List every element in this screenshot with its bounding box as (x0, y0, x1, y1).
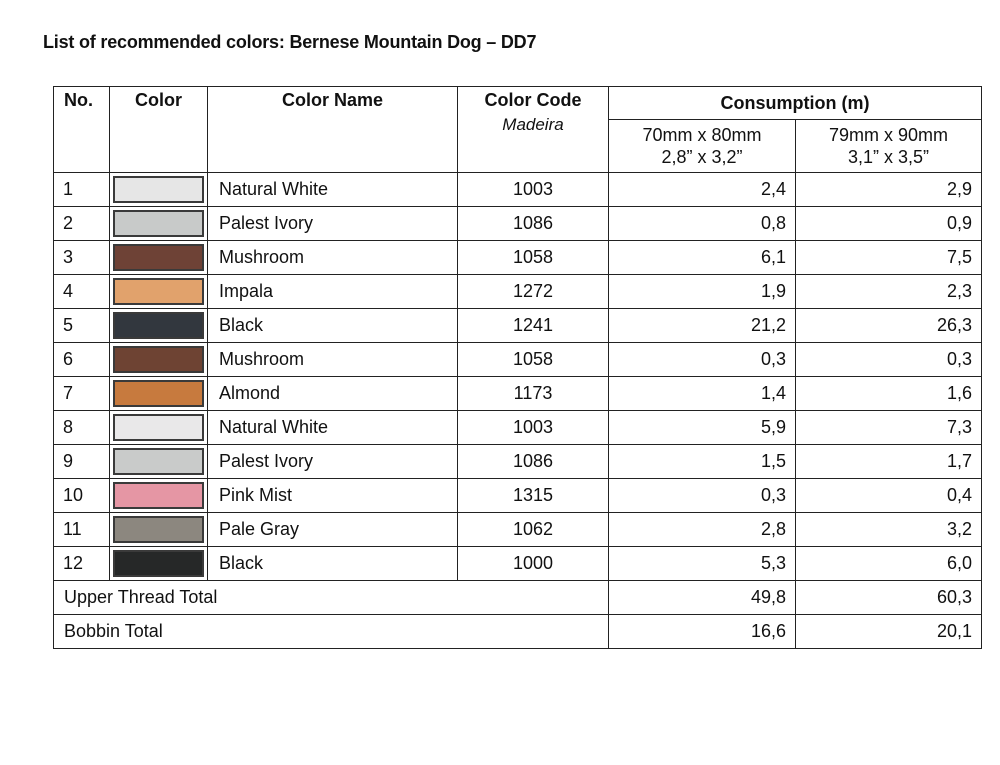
row-number: 5 (54, 309, 110, 343)
table-row (54, 513, 982, 547)
color-swatch (113, 550, 204, 577)
table-row (54, 411, 982, 445)
table-row (54, 377, 982, 411)
color-code: 1173 (458, 377, 609, 411)
color-swatch (113, 210, 204, 237)
consumption-small: 2,4 (609, 173, 796, 207)
color-swatch-cell (110, 479, 208, 513)
total-large: 60,3 (796, 581, 982, 615)
consumption-large: 7,5 (796, 241, 982, 275)
total-large: 20,1 (796, 615, 982, 649)
color-swatch-cell (110, 411, 208, 445)
consumption-small: 6,1 (609, 241, 796, 275)
color-code: 1086 (458, 445, 609, 479)
color-code: 1000 (458, 547, 609, 581)
color-swatch-cell (110, 547, 208, 581)
header-consumption: Consumption (m) (609, 87, 982, 120)
color-code: 1315 (458, 479, 609, 513)
total-row (54, 615, 982, 649)
consumption-small: 1,4 (609, 377, 796, 411)
consumption-small: 0,8 (609, 207, 796, 241)
row-number: 9 (54, 445, 110, 479)
consumption-large: 0,9 (796, 207, 982, 241)
color-code: 1272 (458, 275, 609, 309)
color-swatch (113, 312, 204, 339)
consumption-small: 5,9 (609, 411, 796, 445)
row-number: 11 (54, 513, 110, 547)
color-code: 1003 (458, 173, 609, 207)
header-size-large (796, 120, 982, 173)
document-title: List of recommended colors: Bernese Mountain Dog – DD7 (43, 32, 537, 52)
table-row (54, 309, 982, 343)
color-swatch (113, 380, 204, 407)
consumption-large: 2,9 (796, 173, 982, 207)
color-name: Natural White (208, 173, 458, 207)
color-swatch-cell (110, 173, 208, 207)
color-name: Pale Gray (208, 513, 458, 547)
color-swatch-cell (110, 275, 208, 309)
total-small: 49,8 (609, 581, 796, 615)
consumption-small: 1,5 (609, 445, 796, 479)
color-name: Black (208, 547, 458, 581)
total-label: Upper Thread Total (54, 581, 609, 615)
color-name: Almond (208, 377, 458, 411)
header-color-code-label: Color Code (484, 90, 582, 110)
color-swatch (113, 516, 204, 543)
consumption-small: 2,8 (609, 513, 796, 547)
table-row (54, 275, 982, 309)
consumption-large: 6,0 (796, 547, 982, 581)
color-name: Palest Ivory (208, 445, 458, 479)
color-swatch-cell (110, 207, 208, 241)
color-swatch (113, 244, 204, 271)
size-small-metric: 70mm x 80mm (642, 125, 762, 145)
color-swatch (113, 414, 204, 441)
color-swatch-cell (110, 241, 208, 275)
consumption-small: 0,3 (609, 343, 796, 377)
header-size-small (609, 120, 796, 173)
row-number: 7 (54, 377, 110, 411)
color-code: 1058 (458, 343, 609, 377)
consumption-small: 21,2 (609, 309, 796, 343)
row-number: 2 (54, 207, 110, 241)
header-color-name: Color Name (208, 87, 458, 173)
color-name: Palest Ivory (208, 207, 458, 241)
color-swatch (113, 448, 204, 475)
color-name: Mushroom (208, 241, 458, 275)
color-swatch (113, 176, 204, 203)
color-swatch (113, 346, 204, 373)
header-color: Color (110, 87, 208, 173)
color-swatch-cell (110, 377, 208, 411)
color-code: 1086 (458, 207, 609, 241)
consumption-large: 26,3 (796, 309, 982, 343)
color-swatch (113, 482, 204, 509)
color-name: Black (208, 309, 458, 343)
row-number: 12 (54, 547, 110, 581)
table-row (54, 207, 982, 241)
size-small-imperial: 2,8” x 3,2” (661, 147, 743, 167)
color-swatch-cell (110, 445, 208, 479)
recommended-colors-table (53, 86, 982, 649)
size-large-imperial: 3,1” x 3,5” (847, 147, 930, 167)
row-number: 6 (54, 343, 110, 377)
header-no: No. (54, 87, 110, 173)
consumption-small: 5,3 (609, 547, 796, 581)
table-row (54, 479, 982, 513)
color-code: 1003 (458, 411, 609, 445)
color-swatch-cell (110, 309, 208, 343)
consumption-large: 0,4 (796, 479, 982, 513)
table-row (54, 241, 982, 275)
color-code: 1241 (458, 309, 609, 343)
consumption-large: 1,7 (796, 445, 982, 479)
color-name: Mushroom (208, 343, 458, 377)
consumption-large: 7,3 (796, 411, 982, 445)
color-name: Pink Mist (208, 479, 458, 513)
size-large-metric: 79mm x 90mm (828, 125, 949, 145)
color-swatch-cell (110, 513, 208, 547)
color-name: Natural White (208, 411, 458, 445)
color-swatch-cell (110, 343, 208, 377)
consumption-large: 1,6 (796, 377, 982, 411)
color-code: 1058 (458, 241, 609, 275)
row-number: 8 (54, 411, 110, 445)
table-row (54, 547, 982, 581)
row-number: 3 (54, 241, 110, 275)
consumption-small: 0,3 (609, 479, 796, 513)
color-name: Impala (208, 275, 458, 309)
table-row (54, 445, 982, 479)
total-label: Bobbin Total (54, 615, 609, 649)
total-small: 16,6 (609, 615, 796, 649)
row-number: 10 (54, 479, 110, 513)
row-number: 1 (54, 173, 110, 207)
table-row (54, 173, 982, 207)
row-number: 4 (54, 275, 110, 309)
consumption-small: 1,9 (609, 275, 796, 309)
color-code: 1062 (458, 513, 609, 547)
table-row (54, 343, 982, 377)
total-row (54, 581, 982, 615)
header-color-code (458, 87, 609, 173)
consumption-large: 3,2 (796, 513, 982, 547)
consumption-large: 2,3 (796, 275, 982, 309)
consumption-large: 0,3 (796, 343, 982, 377)
color-swatch (113, 278, 204, 305)
header-color-code-brand: Madeira (502, 115, 564, 134)
